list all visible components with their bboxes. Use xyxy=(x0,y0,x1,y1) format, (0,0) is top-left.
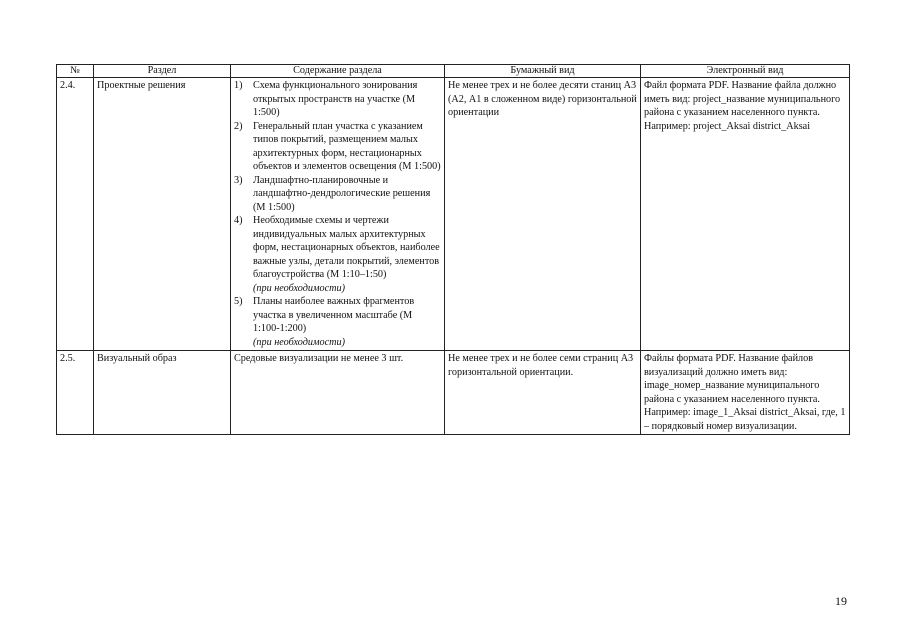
header-content: Содержание раздела xyxy=(231,65,445,78)
list-item-text: Планы наиболее важных фрагментов участка в увеличенном масштабе (М 1:100-1:200) xyxy=(253,296,415,334)
list-item xyxy=(234,79,441,120)
table-row xyxy=(57,78,850,351)
list-item-note: (при необходимости) xyxy=(253,336,345,348)
list-item-number: 5) xyxy=(234,296,243,307)
header-number: № xyxy=(57,65,94,78)
row-number: 2.4. xyxy=(57,78,94,351)
row-section: Визуальный образ xyxy=(94,351,231,435)
list-item-number: 2) xyxy=(234,120,243,132)
document-table xyxy=(56,64,850,435)
row-electronic: Файлы формата PDF. Название файлов визуализаций должно иметь вид: image_номер_название муниципального района с указанием населенного пункта. Например: image_1_Aksai district_Aksai, где, 1 – порядковый номер визуализации. xyxy=(641,351,850,435)
list-item xyxy=(234,174,441,215)
header-section: Раздел xyxy=(94,65,231,78)
header-paper: Бумажный вид xyxy=(445,65,641,78)
row-electronic: Файл формата PDF. Название файла должно иметь вид: project_название муниципального района с указанием населенного пункта. Например: project_Aksai district_Aksai xyxy=(641,78,850,351)
table-row xyxy=(57,351,850,435)
list-item-text: Схема функционального зонирования открытых пространств на участке (М 1:500) xyxy=(253,80,418,118)
list-item-number: 3) xyxy=(234,174,243,186)
row-paper: Не менее трех и не более десяти станиц А3 (А2, А1 в сложенном виде) горизонтальной ориентации xyxy=(445,78,641,351)
row-paper: Не менее трех и не более семи страниц А3 горизонтальной ориентации. xyxy=(445,351,641,435)
row-content xyxy=(231,78,445,351)
content-list xyxy=(234,79,441,349)
list-item xyxy=(234,295,441,349)
list-item-number: 1) xyxy=(234,80,243,91)
list-item-note: (при необходимости) xyxy=(253,282,345,294)
list-item xyxy=(234,214,441,295)
list-item xyxy=(234,120,441,174)
list-item-text: Ландшафтно-планировочные и ландшафтно-дендрологические решения (М 1:500) xyxy=(253,174,431,213)
row-content: Средовые визуализации не менее 3 шт. xyxy=(231,351,445,435)
table-header-row xyxy=(57,65,850,78)
list-item-number: 4) xyxy=(234,215,243,226)
page-number: 19 xyxy=(835,594,847,608)
header-electronic: Электронный вид xyxy=(641,65,850,78)
row-section: Проектные решения xyxy=(94,78,231,351)
list-item-text: Необходимые схемы и чертежи индивидуальных малых архитектурных форм, нестационарных объектов, наиболее важные узлы, детали покрытий, элементов благоустройства (М 1:10–1:50) xyxy=(253,215,440,280)
row-number: 2.5. xyxy=(57,351,94,435)
list-item-text: Генеральный план участка с указанием типов покрытий, размещением малых архитектурных форм, нестационарных объектов и элементов освещения (М 1:500) xyxy=(253,120,441,172)
